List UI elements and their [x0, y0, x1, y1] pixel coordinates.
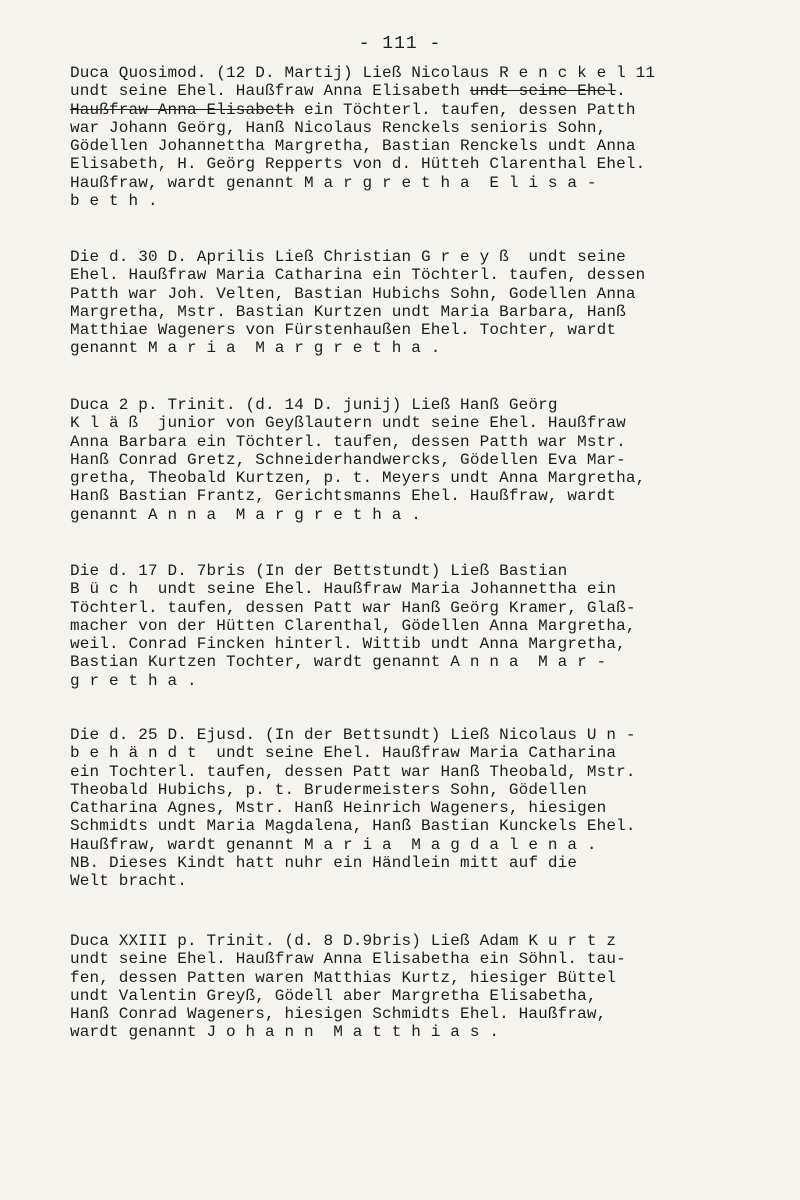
entry-line: Gödellen Johannettha Margretha, Bastian Renckels undt Anna	[70, 137, 636, 156]
struck-text: Haußfraw Anna Elisabeth	[70, 100, 295, 119]
entry-line: Die d. 30 D. Aprilis Ließ Christian G r e y ß undt seine	[70, 248, 626, 266]
entry-line: g r e t h a .	[70, 671, 197, 690]
entry-line: Margretha, Mstr. Bastian Kurtzen undt Maria Barbara, Hanß	[70, 302, 626, 321]
entry-line: Hanß Bastian Frantz, Gerichtsmanns Ehel. Haußfraw, wardt	[70, 487, 617, 506]
baptism-entry-5	[70, 726, 770, 891]
entry-line: Hanß Conrad Wageners, hiesigen Schmidts Ehel. Haußfraw,	[70, 1005, 607, 1024]
entry-line: Die d. 25 D. Ejusd. (In der Bettsundt) Ließ Nicolaus U n -	[70, 726, 636, 744]
baptism-entry-3	[70, 396, 770, 524]
entry-line: Hanß Conrad Gretz, Schneiderhandwercks, Gödellen Eva Mar-	[70, 450, 626, 469]
entry-line: undt seine Ehel. Haußfraw Anna Elisabeth undt seine Ehel.	[70, 82, 626, 101]
entry-line: Bastian Kurtzen Tochter, wardt genannt A n n a M a r -	[70, 653, 607, 672]
struck-text: undt seine Ehel	[469, 82, 617, 101]
entry-line: undt Valentin Greyß, Gödell aber Margretha Elisabetha,	[70, 986, 597, 1005]
entry-line: b e t h .	[70, 192, 158, 211]
nota-bene-note: NB. Dieses Kindt hatt nuhr ein Händlein mitt auf die	[70, 854, 578, 873]
entry-line: war Johann Geörg, Hanß Nicolaus Renckels senioris Sohn,	[70, 118, 607, 137]
entry-line: Ehel. Haußfraw Maria Catharina ein Töchterl. taufen, dessen	[70, 266, 646, 285]
entry-line: Elisabeth, H. Geörg Repperts von d. Hütteh Clarenthal Ehel.	[70, 155, 646, 174]
entry-line: Patth war Joh. Velten, Bastian Hubichs Sohn, Godellen Anna	[70, 284, 636, 303]
entry-line: fen, dessen Patten waren Matthias Kurtz, hiesiger Büttel	[70, 968, 617, 987]
entry-line: b e h ä n d t undt seine Ehel. Haußfraw Maria Catharina	[70, 744, 617, 763]
entry-line: Haußfraw, wardt genannt M a r i a M a g d a l e n a .	[70, 835, 597, 854]
entry-line: B ü c h undt seine Ehel. Haußfraw Maria Johannettha ein	[70, 580, 617, 599]
baptism-entry-6	[70, 932, 770, 1042]
entry-line: Duca 2 p. Trinit. (d. 14 D. junij) Ließ Hanß Geörg	[70, 396, 558, 414]
entry-line: Haußfraw Anna Elisabeth ein Töchterl. taufen, dessen Patth	[70, 100, 636, 119]
entry-line: undt seine Ehel. Haußfraw Anna Elisabetha ein Söhnl. tau-	[70, 950, 626, 969]
entry-line: Schmidts undt Maria Magdalena, Hanß Bastian Kunckels Ehel.	[70, 817, 636, 836]
entry-line: Welt bracht.	[70, 872, 188, 891]
baptism-entry-2	[70, 248, 770, 358]
entry-line: weil. Conrad Fincken hinterl. Wittib undt Anna Margretha,	[70, 635, 626, 654]
entry-line: Töchterl. taufen, dessen Patt war Hanß Geörg Kramer, Glaß-	[70, 598, 636, 617]
entry-line: K l ä ß junior von Geyßlautern undt seine Ehel. Haußfraw	[70, 414, 626, 433]
baptism-entry-4	[70, 562, 770, 690]
baptism-entry-1	[70, 64, 770, 210]
entry-line: Duca XXIII p. Trinit. (d. 8 D.9bris) Ließ Adam K u r t z	[70, 932, 617, 950]
entry-line: Duca Quosimod. (12 D. Martij) Ließ Nicolaus R e n c k e l 11	[70, 64, 656, 82]
entry-line: Theobald Hubichs, p. t. Brudermeisters Sohn, Gödellen	[70, 780, 587, 799]
entry-line: ein Tochterl. taufen, dessen Patt war Hanß Theobald, Mstr.	[70, 762, 636, 781]
entry-line: macher von der Hütten Clarenthal, Gödellen Anna Margretha,	[70, 616, 636, 635]
entry-line: Anna Barbara ein Töchterl. taufen, dessen Patth war Mstr.	[70, 432, 626, 451]
entry-line: Die d. 17 D. 7bris (In der Bettstundt) Ließ Bastian	[70, 562, 568, 580]
entry-line: wardt genannt J o h a n n M a t t h i a s .	[70, 1023, 500, 1042]
entry-line: Matthiae Wageners von Fürstenhaußen Ehel. Tochter, wardt	[70, 321, 617, 340]
entry-line: genannt M a r i a M a r g r e t h a .	[70, 339, 441, 358]
entry-line: genannt A n n a M a r g r e t h a .	[70, 505, 422, 524]
page-number: - 111 -	[358, 34, 442, 54]
entry-line: Catharina Agnes, Mstr. Hanß Heinrich Wageners, hiesigen	[70, 799, 607, 818]
entry-line: gretha, Theobald Kurtzen, p. t. Meyers undt Anna Margretha,	[70, 469, 646, 488]
entry-line: Haußfraw, wardt genannt M a r g r e t h a E l i s a -	[70, 173, 597, 192]
